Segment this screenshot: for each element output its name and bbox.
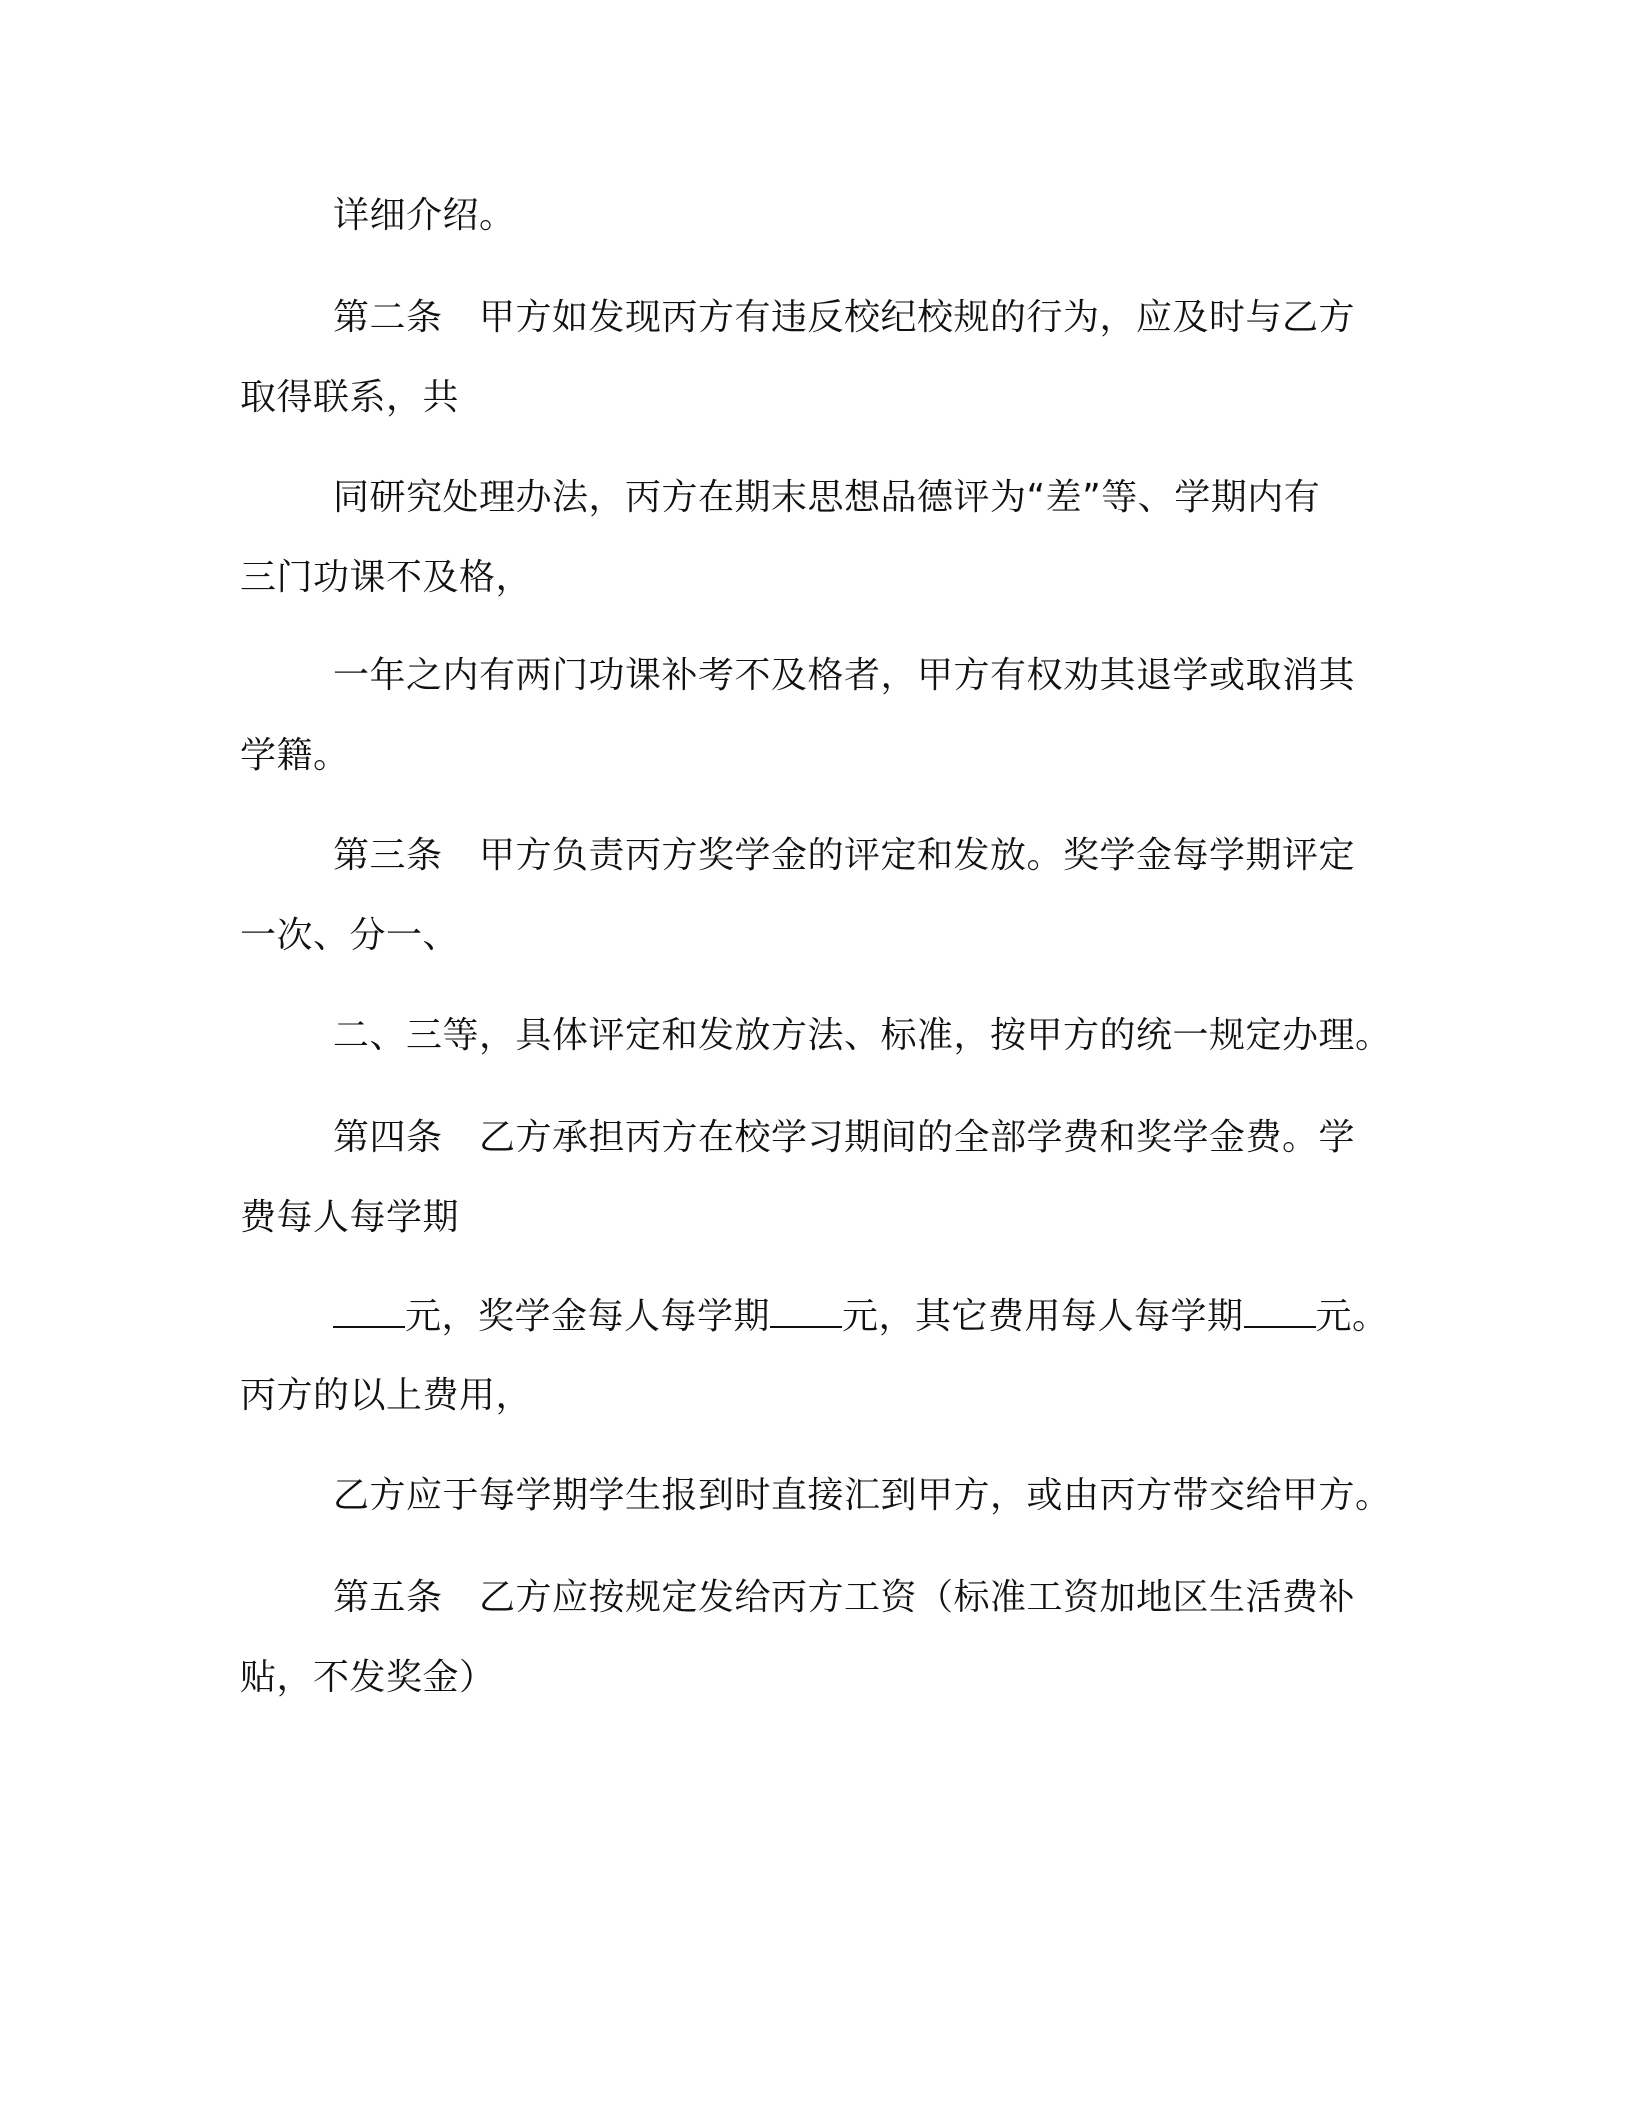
paragraph-line: 第五条 乙方应按规定发给丙方工资（标准工资加地区生活费补 (333, 1577, 1356, 1618)
paragraph-article-2-cont2 (240, 656, 1400, 776)
fee-text-other: 元。 (1315, 1296, 1389, 1337)
paragraph-line: 费每人每学期 (240, 1197, 460, 1238)
paragraph-line: 一年之内有两门功课补考不及格者，甲方有权劝其退学或取消其 (333, 655, 1356, 696)
fill-in-blank (1244, 1296, 1316, 1328)
paragraph-line: 一次、分一、 (240, 915, 460, 956)
paragraph-line: 第三条 甲方负责丙方奖学金的评定和发放。奖学金每学期评定 (333, 835, 1356, 876)
paragraph-article-4-payment (240, 1476, 1400, 1516)
fill-in-blank (770, 1296, 842, 1328)
paragraph-line: 取得联系，共 (240, 377, 460, 418)
paragraph-line: 二、三等，具体评定和发放方法、标准，按甲方的统一规定办理。 (333, 1015, 1392, 1056)
fee-line (240, 1296, 1400, 1336)
paragraph-article-4 (240, 1118, 1400, 1238)
paragraph-article-2-cont (240, 478, 1400, 598)
paragraph-line: 详细介绍。 (333, 195, 516, 236)
paragraph-line: 丙方的以上费用， (240, 1375, 533, 1416)
paragraph-article-2 (240, 298, 1400, 418)
paragraph-line: 第四条 乙方承担丙方在校学习期间的全部学费和奖学金费。学 (333, 1117, 1356, 1158)
paragraph-line: 三门功课不及格， (240, 557, 533, 598)
paragraph-article-5 (240, 1578, 1400, 1698)
paragraph-article-3-cont (240, 1016, 1400, 1056)
fill-in-blank (333, 1296, 405, 1328)
paragraph-line: 第二条 甲方如发现丙方有违反校纪校规的行为，应及时与乙方 (333, 297, 1356, 338)
paragraph-line: 贴，不发奖金） (240, 1657, 496, 1698)
fee-text-scholarship: 元，其它费用每人每学期 (842, 1296, 1244, 1337)
paragraph-article-3 (240, 836, 1400, 956)
paragraph-intro-end (240, 196, 1400, 236)
paragraph-line: 同研究处理办法，丙方在期末思想品德评为“差”等、学期内有 (333, 477, 1321, 518)
paragraph-line: 学籍。 (240, 735, 350, 776)
paragraph-article-4-fees (240, 1296, 1400, 1416)
paragraph-line: 乙方应于每学期学生报到时直接汇到甲方，或由丙方带交给甲方。 (333, 1475, 1392, 1516)
fee-text-tuition: 元，奖学金每人每学期 (405, 1296, 771, 1337)
